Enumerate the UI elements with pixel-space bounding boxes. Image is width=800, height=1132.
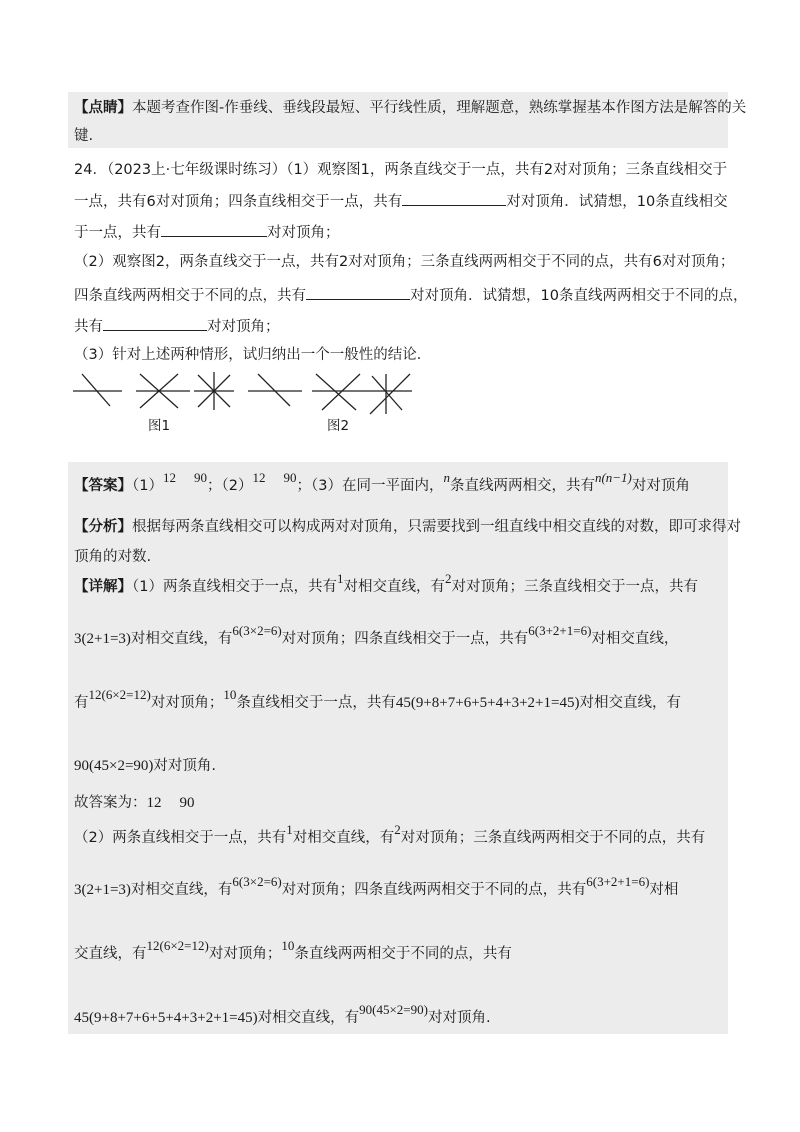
- detail-r4-math-1: 90(45×2=90): [74, 758, 154, 774]
- fig1-a-line-2: [82, 374, 110, 406]
- question-text-5a: 四条直线两两相交于不同的点，共有: [74, 288, 306, 304]
- part2-r2-text-b: 对对顶角；四条直线两两相交于不同的点，共有: [281, 882, 587, 898]
- answer-summary-value-2: 90: [179, 795, 195, 811]
- detail-r2-text-c: 对相交直线，: [591, 631, 679, 647]
- detail-r1-num-1: 1: [336, 571, 344, 586]
- part2-r3-num: 10: [281, 938, 295, 953]
- part2-row-2: [74, 874, 679, 900]
- fig2-c-line-3: [372, 376, 402, 410]
- answer-value-3: 12: [252, 470, 266, 485]
- part2-r4-text-a: 对相交直线，有: [257, 1010, 360, 1026]
- question-line-2: [74, 190, 728, 212]
- detail-r2-math-1: 3(2+1=3): [74, 631, 131, 647]
- question-text-1: 24．（2023上·七年级课时练习）（1）观察图1，两条直线交于一点，共有2对对顶角；三条直线相交于: [74, 162, 728, 178]
- answer-value-2: 90: [193, 470, 207, 485]
- question-line-6: [74, 315, 280, 337]
- part2-r1-num-2: 2: [394, 822, 401, 837]
- question-text-3b: 对对顶角；: [267, 225, 340, 241]
- question-text-6a: 共有: [74, 319, 103, 335]
- fig2-b-line-2: [316, 374, 356, 410]
- part2-r4-math-1: 45(9+8+7+6+5+4+3+2+1=45): [74, 1010, 258, 1026]
- answer-part-2-label: ；（2）: [206, 478, 253, 494]
- detail-r1-text-b: 对相交直线，有: [343, 579, 445, 595]
- answer-formula: n(n−1): [594, 470, 632, 485]
- detail-r3-text-c: 条直线相交于一点，共有: [236, 695, 396, 711]
- fig2-b-line-3: [322, 374, 360, 410]
- dianjing-text-1: 本题考查作图-作垂线、垂线段最短、平行线性质，理解题意，熟练掌握基本作图方法是解答的关: [132, 100, 747, 116]
- detail-r3-text-b: 对对顶角；: [150, 695, 224, 711]
- question-line-5: [74, 284, 747, 306]
- question-text-2a: 一点，共有6对对顶角；四条直线相交于一点，共有: [74, 194, 403, 210]
- figure-1-drawings: [70, 370, 240, 414]
- answer-blank-3[interactable]: [306, 284, 410, 300]
- dianjing-line-1: [74, 98, 746, 118]
- fig2-a-line-2: [258, 374, 290, 406]
- part2-r1-text-a: （2）两条直线相交于一点，共有: [74, 830, 287, 846]
- answer-part-1-label: （1）: [132, 478, 163, 494]
- answer-part-3-text: ；（3）在同一平面内，: [296, 478, 444, 494]
- answer-value-4: 90: [283, 470, 297, 485]
- detail-r2-math-3: 6(3+2+1=6): [528, 623, 592, 638]
- answer-line: [74, 470, 690, 496]
- answer-n-variable: n: [443, 470, 450, 485]
- part2-row-3: [74, 938, 512, 964]
- part2-r2-math-1: 3(2+1=3): [74, 882, 131, 898]
- part2-r4-math-2: 90(45×2=90): [359, 1002, 428, 1017]
- detail-r1-text-c: 对对顶角；三条直线相交于一点，共有: [451, 579, 698, 595]
- detail-r3-math-1: 12(6×2=12): [88, 687, 151, 702]
- detail-r2-text-a: 对相交直线，有: [130, 631, 233, 647]
- dianjing-text-2: 键.: [74, 128, 94, 144]
- detail-r3-num: 10: [223, 687, 237, 702]
- detail-r3-text-a: 有: [74, 695, 89, 711]
- answer-summary-value-1: 12: [146, 795, 162, 811]
- part2-r4-text-b: 对对顶角.: [427, 1010, 491, 1026]
- part2-r3-text-a: 交直线，有: [74, 946, 147, 962]
- detail-r2-math-2: 6(3×2=6): [232, 623, 282, 638]
- question-text-2b: 对对顶角．试猜想，10条直线相交: [506, 194, 728, 210]
- detail-r3-text-d: 对相交直线，有: [579, 695, 681, 711]
- detail-r4-text-a: 对对顶角.: [153, 758, 217, 774]
- detail-r1-num-2: 2: [444, 571, 452, 586]
- detail-tag: 【详解】: [74, 579, 132, 595]
- analysis-line-2: [74, 547, 151, 567]
- answer-blank-2[interactable]: [161, 221, 267, 237]
- part2-r1-num-1: 1: [286, 822, 293, 837]
- figure-2-drawings: [246, 370, 414, 416]
- part2-r2-text-c: 对相: [649, 882, 679, 898]
- figure-1-caption: 图1: [148, 418, 171, 434]
- detail-row-1: [74, 571, 698, 597]
- answer-value-1: 12: [162, 470, 176, 485]
- part2-r3-text-b: 对对顶角；: [208, 946, 282, 962]
- analysis-line-1: [74, 517, 741, 537]
- part2-r1-text-c: 对对顶角；三条直线两两相交于不同的点，共有: [400, 830, 706, 846]
- answer-blank-4[interactable]: [103, 315, 207, 331]
- part2-r2-math-2: 6(3×2=6): [232, 874, 282, 889]
- part2-row-4: [74, 1002, 491, 1028]
- dianjing-line-2: [74, 126, 93, 146]
- part2-r3-math-1: 12(6×2=12): [146, 938, 209, 953]
- part2-r2-text-a: 对相交直线，有: [130, 882, 233, 898]
- analysis-tag: 【分析】: [74, 519, 132, 535]
- answer-summary-line: [74, 793, 195, 813]
- question-line-7: [74, 345, 431, 365]
- detail-row-2: [74, 623, 679, 649]
- question-line-4: [74, 252, 734, 272]
- part2-r1-text-b: 对相交直线，有: [292, 830, 395, 846]
- detail-r2-text-b: 对对顶角；四条直线相交于一点，共有: [281, 631, 529, 647]
- question-text-7: （3）针对上述两种情形，试归纳出一个一般性的结论．: [74, 347, 432, 363]
- dianjing-tag: 【点睛】: [74, 100, 132, 116]
- question-text-4: （2）观察图2，两条直线交于一点，共有2对对顶角；三条直线两两相交于不同的点，共有6对对顶角；: [74, 254, 735, 270]
- answer-part-3-text-c: 对对顶角: [631, 478, 690, 494]
- analysis-text-1: 根据每两条直线相交可以构成两对对顶角，只需要找到一组直线中相交直线的对数，即可求得对: [132, 519, 741, 535]
- answer-blank-1[interactable]: [402, 190, 506, 206]
- part2-r3-text-c: 条直线两两相交于不同的点，共有: [294, 946, 512, 962]
- question-text-6b: 对对顶角；: [207, 319, 280, 335]
- answer-part-3-text-b: 条直线两两相交，共有: [449, 478, 595, 494]
- question-text-3a: 于一点，共有: [74, 225, 161, 241]
- part2-r2-math-3: 6(3+2+1=6): [586, 874, 650, 889]
- analysis-text-2: 顶角的对数.: [74, 549, 152, 565]
- answer-tag: 【答案】: [74, 478, 132, 494]
- question-text-5b: 对对顶角．试猜想，10条直线两两相交于不同的点，: [410, 288, 748, 304]
- question-line-1: [74, 160, 727, 180]
- figure-2-caption: 图2: [327, 418, 350, 434]
- detail-row-4: [74, 756, 216, 776]
- detail-r3-math-2: 45(9+8+7+6+5+4+3+2+1=45): [395, 695, 580, 711]
- detail-row-3: [74, 687, 681, 713]
- detail-r1-text-a: （1）两条直线相交于一点，共有: [132, 579, 337, 595]
- part2-row-1: [74, 822, 706, 848]
- answer-summary-label: 故答案为：: [74, 795, 147, 811]
- question-line-3: [74, 221, 340, 243]
